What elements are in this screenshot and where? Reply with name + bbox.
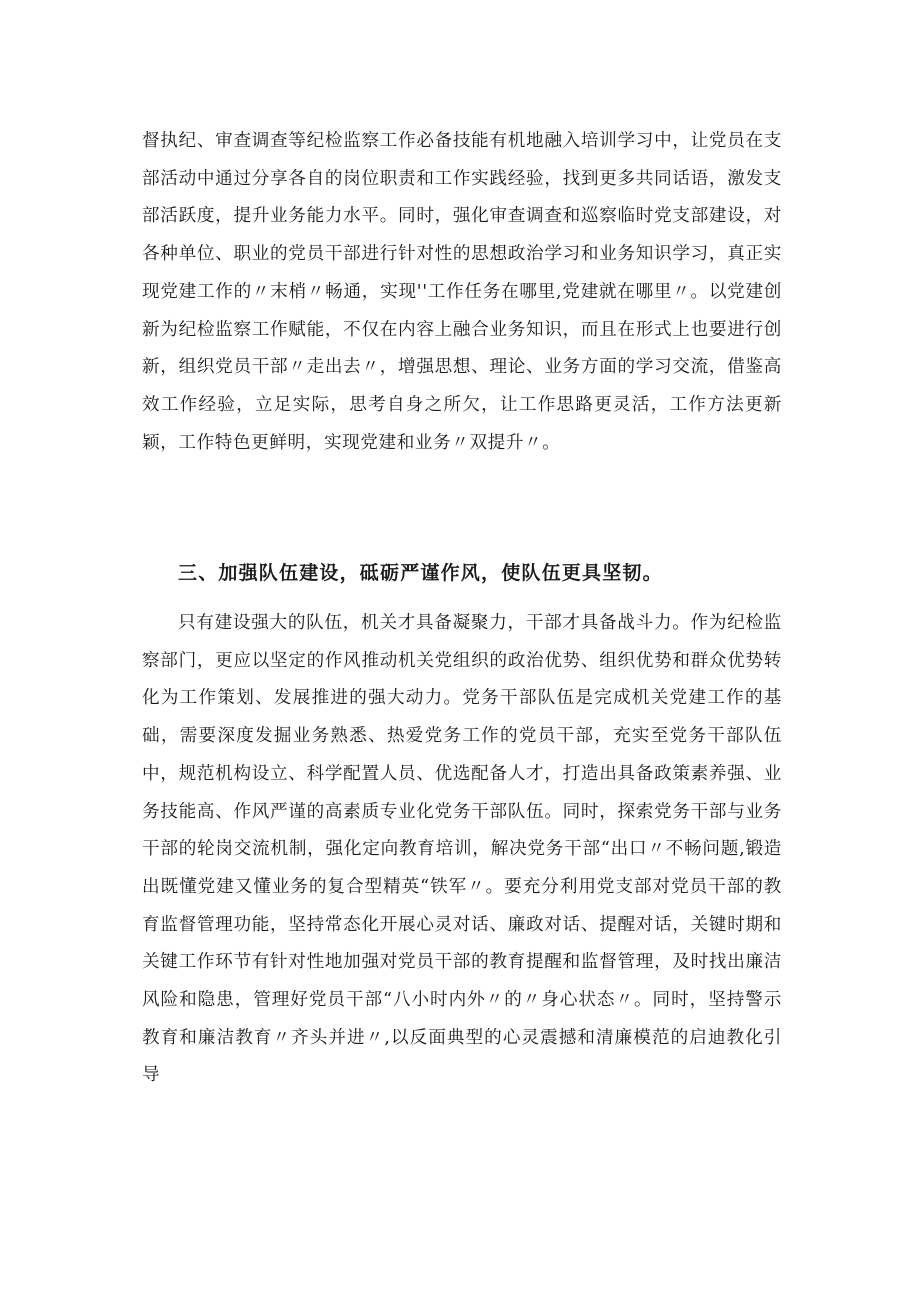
body-paragraph: 只有建设强大的队伍，机关才具备凝聚力，干部才具备战斗力。作为纪检监察部门，更应以坚定的作风推动机关党组织的政治优势、组织优势和群众优势转化为工作策划、发展推进的强大动力。党务干部队伍是完成机关党建工作的基础，需要深度发掘业务熟悉、热爱党务工作的党员干部，充实至党务干部队伍中，规范机构设立、科学配置人员、优选配备人才，打造出具备政策素养强、业务技能高、作风严谨的高素质专业化党务干部队伍。同时，探索党务干部与业务干部的轮岗交流机制，强化定向教育培训，解决党务干部“出口〃不畅问题,锻造出既懂党建又懂业务的复合型精英“铁军〃。要充分利用党支部对党员干部的教育监督管理功能，坚持常态化开展心灵对话、廉政对话、提醒对话，关键时期和关键工作环节有针对性地加强对党员干部的教育提醒和监督管理，及时找出廉洁风险和隐患，管理好党员干部“八小时内外〃的〃身心状态〃。同时，坚持警示教育和廉洁教育〃齐头并进〃,以反面典型的心灵震撼和清廉模范的启迪教化引导	[142, 613, 782, 1086]
section-heading: 三、加强队伍建设，砥砺严谨作风，使队伍更具坚韧。	[178, 562, 663, 584]
body-paragraph: 督执纪、审查调查等纪检监察工作必备技能有机地融入培训学习中，让党员在支部活动中通过分享各自的岗位职责和工作实践经验，找到更多共同话语，激发支部活跃度，提升业务能力水平。同时，强化审查调查和巡察临时党支部建设，对各种单位、职业的党员干部进行针对性的思想政治学习和业务知识学习，真正实现党建工作的〃末梢〃畅通，实现''工作任务在哪里,党建就在哪里〃。以党建创新为纪检监察工作赋能，不仅在内容上融合业务知识，而且在形式上也要进行创新，组织党员干部〃走出去〃，增强思想、理论、业务方面的学习交流，借鉴高效工作经验，立足实际，思考自身之所欠，让工作思路更灵活，工作方法更新颖，工作特色更鲜明，实现党建和业务〃双提升〃。	[142, 131, 782, 453]
